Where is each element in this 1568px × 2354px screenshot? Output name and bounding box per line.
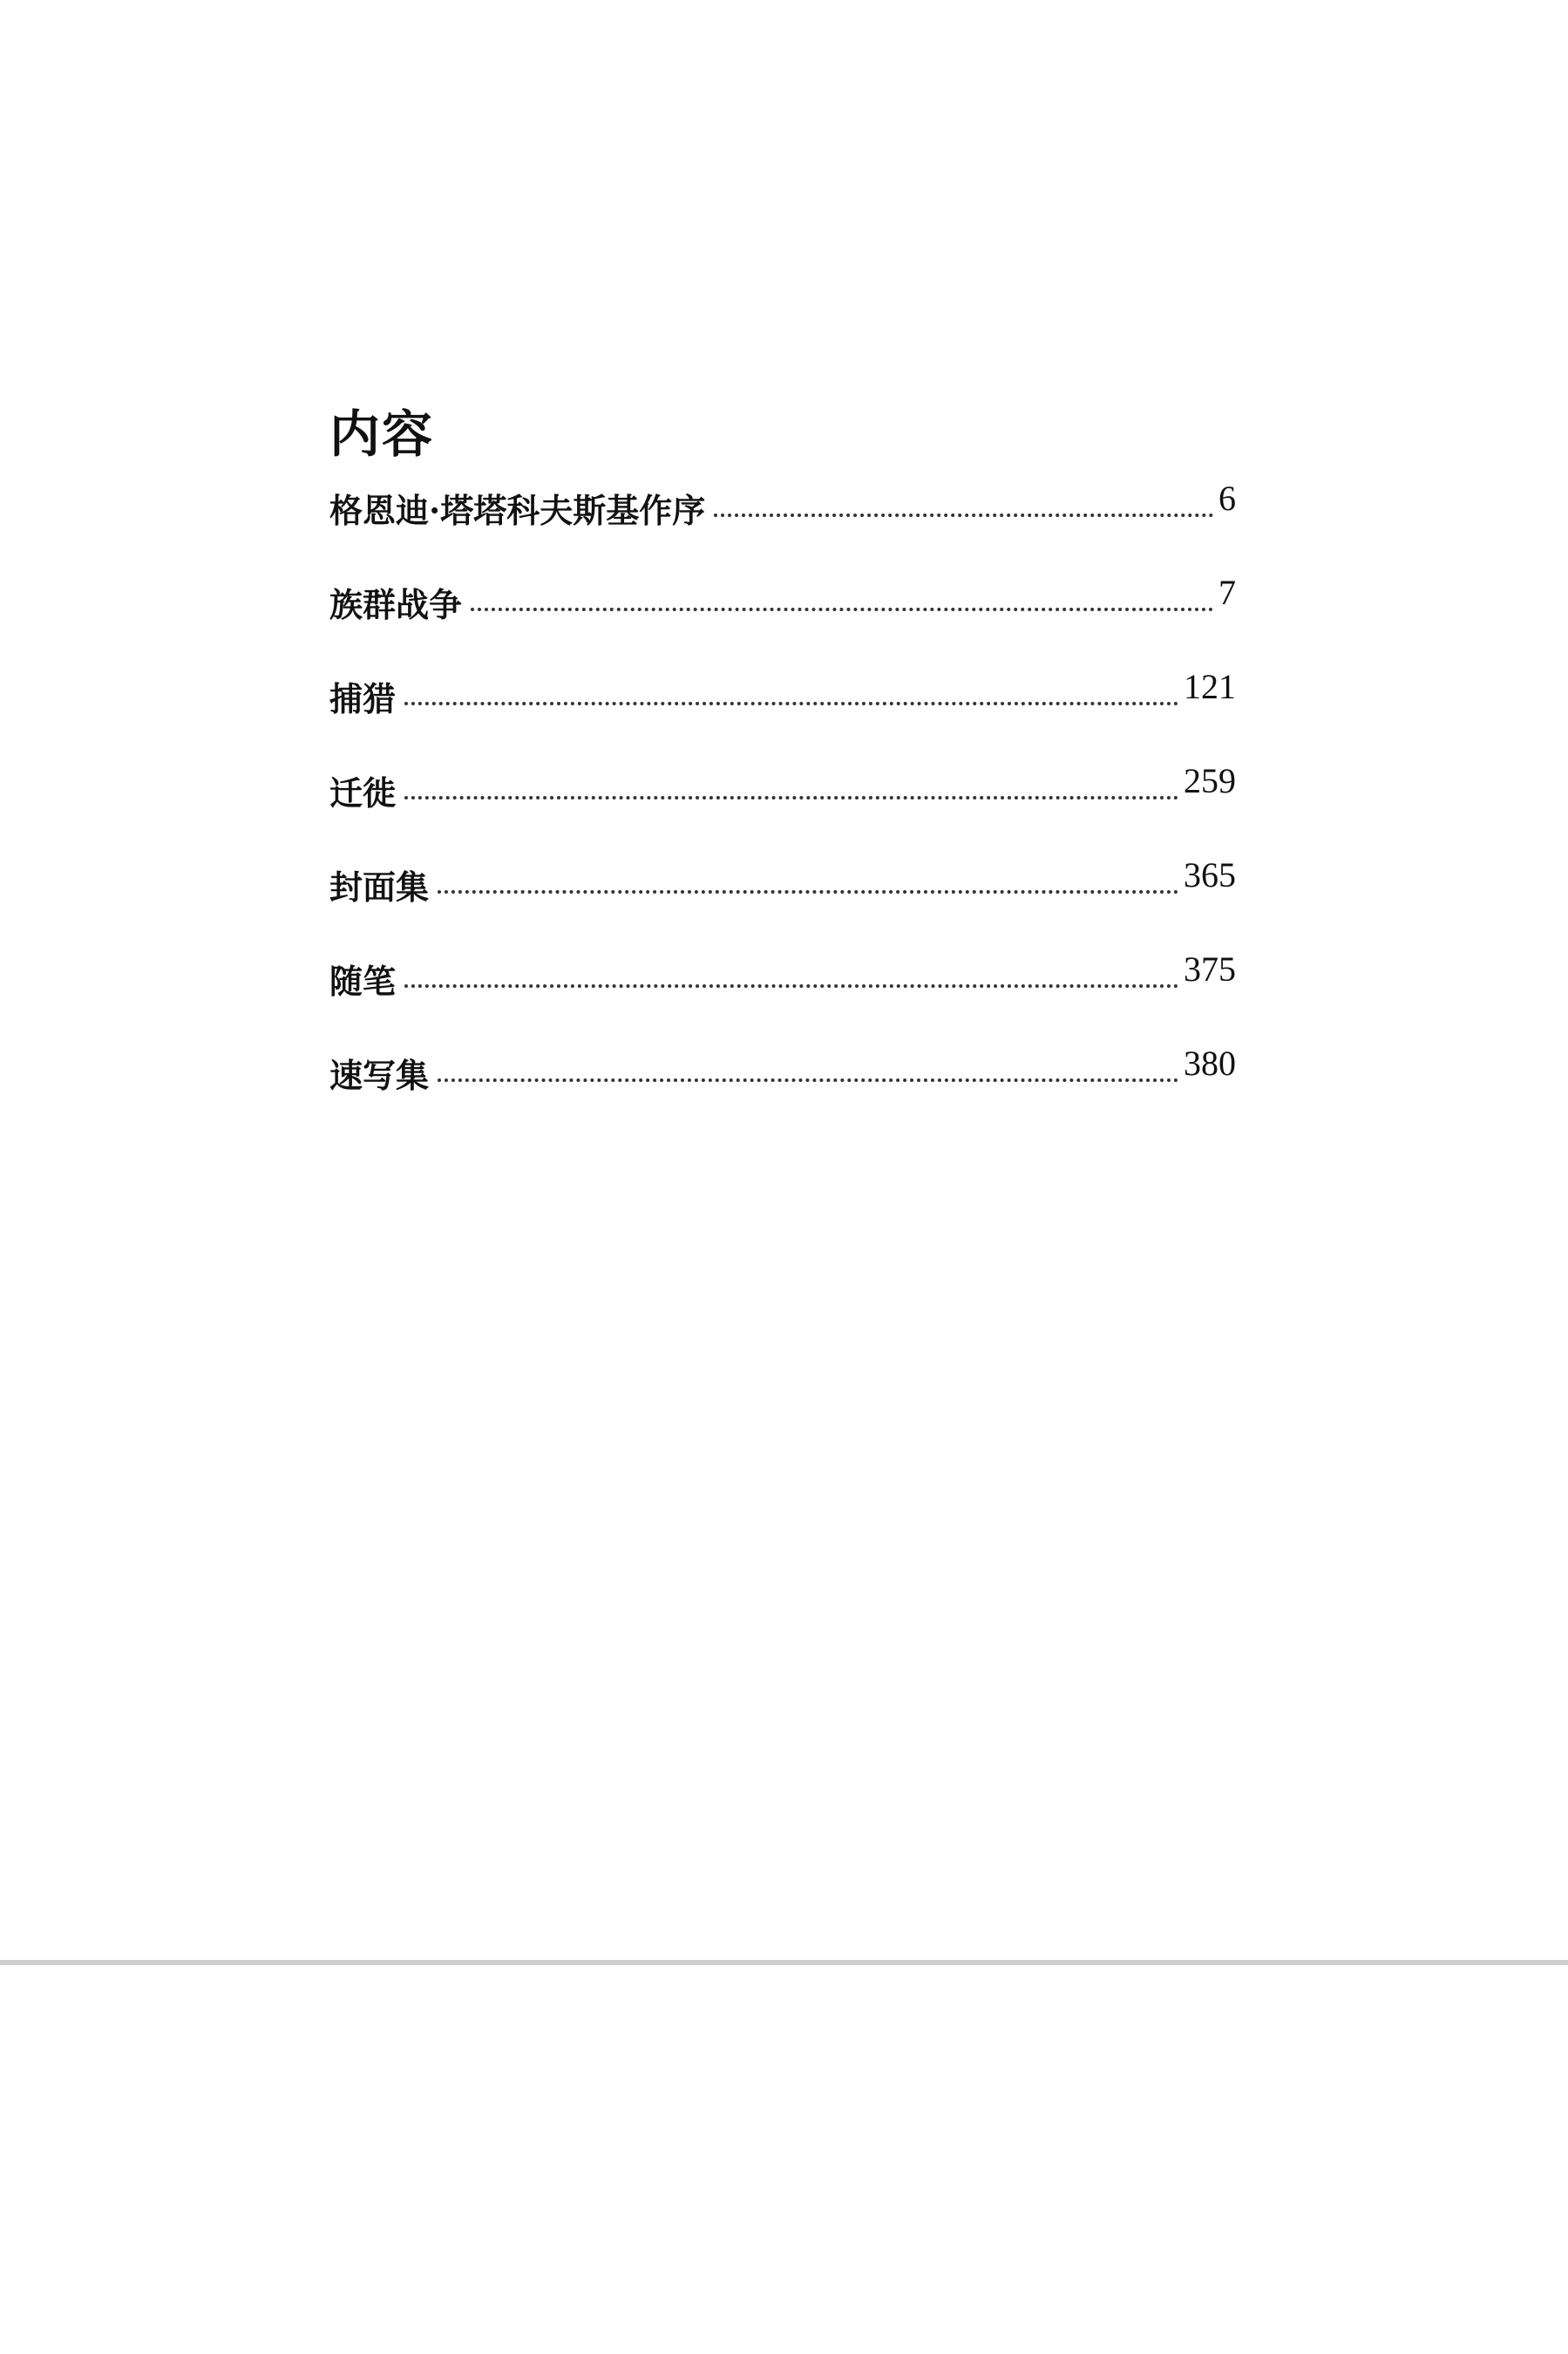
toc-entry-label: 族群战争 [329, 585, 463, 624]
toc-entry [329, 573, 1236, 672]
dot-leader [404, 796, 1178, 799]
toc-entry [329, 1044, 1236, 1143]
toc-entry-page-number: 380 [1184, 1044, 1236, 1083]
bottom-divider [0, 1960, 1568, 1965]
toc-title: 内容 [329, 404, 435, 464]
toc-entry [329, 855, 1236, 955]
dot-leader [471, 608, 1213, 611]
toc-entry [329, 667, 1236, 766]
toc-entry-label: 速写集 [329, 1056, 430, 1095]
toc-entry-page-number: 121 [1184, 667, 1236, 706]
toc-entry-label: 迁徙 [329, 773, 397, 813]
dot-leader [438, 890, 1178, 894]
toc-entry-page-number: 7 [1218, 573, 1236, 612]
dot-leader [404, 984, 1178, 988]
toc-entry-label: 捕猎 [329, 679, 397, 718]
toc-entry-page-number: 365 [1184, 855, 1236, 895]
dot-leader [714, 514, 1213, 517]
toc-entry-label: 封面集 [329, 867, 430, 907]
toc-entry-label: 格恩迪·塔塔科夫斯基作序 [329, 491, 706, 530]
toc-entry [329, 949, 1236, 1049]
toc-entry [329, 479, 1236, 578]
toc-entry-label: 随笔 [329, 962, 397, 1001]
toc-list [329, 479, 1236, 1143]
dot-leader [438, 1078, 1178, 1082]
toc-entry-page-number: 375 [1184, 949, 1236, 989]
toc-entry [329, 761, 1236, 861]
toc-entry-page-number: 6 [1218, 479, 1236, 518]
toc-entry-page-number: 259 [1184, 761, 1236, 800]
dot-leader [404, 702, 1178, 705]
